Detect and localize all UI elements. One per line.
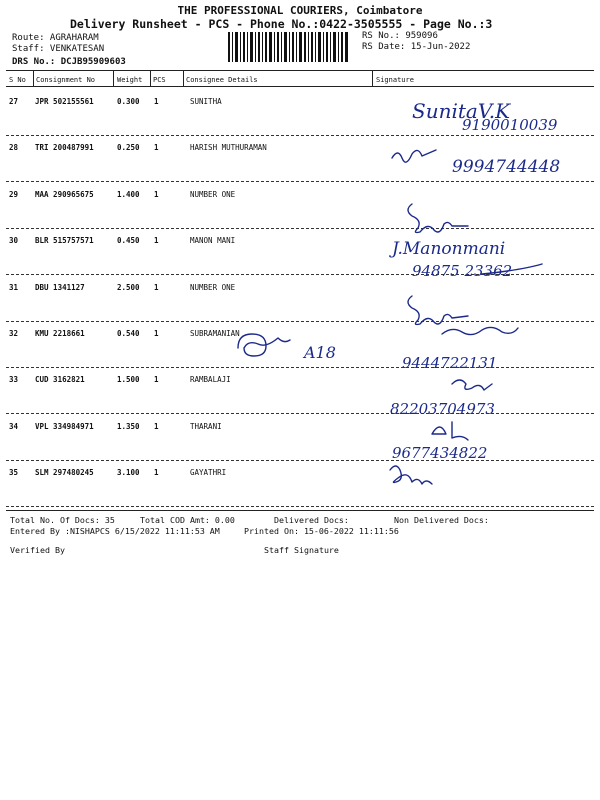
row-consignee: SUBRAMANIAN	[190, 329, 240, 338]
col-header-pcs: PCS	[153, 76, 166, 84]
row-sno: 30	[9, 236, 19, 246]
row-pcs: 1	[154, 282, 159, 292]
row-consignee: THARANI	[190, 421, 222, 431]
drs-number: DRS No.: DCJB95909603	[12, 57, 126, 67]
row-weight: 0.450	[117, 236, 140, 246]
route-label: Route: AGRAHARAM	[12, 33, 99, 43]
row-pcs: 1	[154, 143, 159, 153]
row-weight: 1.500	[117, 375, 140, 385]
row-weight: 3.100	[117, 468, 140, 478]
row32-annotation	[230, 326, 360, 366]
barcode-image	[228, 32, 348, 62]
signature-scribble	[408, 204, 468, 233]
col-header-sno: S No	[9, 76, 26, 84]
row-weight: 0.250	[117, 143, 140, 153]
staff-label: Staff: VENKATESAN	[12, 44, 105, 54]
row-pcs: 1	[154, 189, 159, 199]
rs-number: RS No.: 959096	[362, 31, 438, 41]
stamp-scribble	[238, 334, 290, 356]
non-delivered-docs: Non Delivered Docs:	[394, 515, 489, 525]
row-sno: 32	[9, 329, 19, 338]
row-consignment-no: JPR 502155561	[35, 97, 94, 106]
row-consignment-no: CUD 3162821	[35, 375, 85, 385]
row-consignment-no: VPL 334984971	[35, 421, 94, 431]
row-consignment-no: BLR 515757571	[35, 236, 94, 246]
col-header-consignment: Consignment No	[36, 76, 96, 84]
row-weight: 1.350	[117, 421, 140, 431]
handwritten-phone: 9444722131	[402, 354, 498, 372]
row-pcs: 1	[154, 97, 159, 106]
row-sno: 31	[9, 282, 19, 292]
printed-on: Printed On: 15-06-2022 11:11:56	[244, 526, 399, 536]
signature-scribble	[408, 296, 468, 325]
row-pcs: 1	[154, 236, 159, 246]
staff-signature: Staff Signature	[264, 545, 339, 555]
row-consignment-no: DBU 1341127	[35, 282, 85, 292]
table-bottom-rule	[6, 510, 594, 511]
row-weight: 2.500	[117, 282, 140, 292]
signature-area	[372, 86, 596, 506]
handwritten-phone: 82203704973	[390, 400, 495, 418]
row-consignee: RAMBALAJI	[190, 375, 231, 385]
verified-by: Verified By	[10, 545, 65, 555]
handwritten-name: J.Manonmani	[392, 239, 506, 259]
row-weight: 0.300	[117, 97, 140, 106]
handwritten-mark: A18	[304, 343, 336, 362]
total-docs: Total No. Of Docs: 35	[10, 515, 115, 525]
row-weight: 0.540	[117, 329, 140, 338]
col-divider	[372, 70, 373, 86]
entered-by: Entered By :NISHAPCS 6/15/2022 11:11:53 AM	[10, 526, 220, 536]
col-divider	[183, 70, 184, 86]
table-top-rule	[6, 70, 594, 71]
handwritten-phone: 9190010039	[462, 116, 558, 134]
signature-scribble	[452, 380, 492, 390]
row-sno: 35	[9, 468, 19, 478]
handwritten-phone: 94875 23362	[412, 262, 513, 280]
runsheet-title: Delivery Runsheet - PCS - Phone No.:0422-3505555 - Page No.:3	[70, 17, 493, 31]
rs-date: RS Date: 15-Jun-2022	[362, 42, 471, 52]
handwritten-phone: 9677434822	[392, 444, 488, 462]
row-consignment-no: KMU 2218661	[35, 329, 85, 338]
row-separator	[6, 506, 594, 507]
row-consignment-no: SLM 297480245	[35, 468, 94, 478]
row-sno: 28	[9, 143, 19, 153]
handwritten-name: SunitaV.K	[412, 99, 511, 123]
row-sno: 29	[9, 189, 19, 199]
signature-scribble	[432, 422, 468, 440]
signature-scribble	[392, 150, 436, 162]
row-consignment-no: TRI 200487991	[35, 143, 94, 153]
col-header-weight: Weight	[117, 76, 143, 84]
col-divider	[113, 70, 114, 86]
company-title: THE PROFESSIONAL COURIERS, Coimbatore	[177, 4, 423, 17]
total-cod: Total COD Amt: 0.00	[140, 515, 235, 525]
row-sno: 34	[9, 421, 19, 431]
delivered-docs: Delivered Docs:	[274, 515, 349, 525]
handwritten-phone: 9994744448	[452, 157, 561, 177]
row-consignee: HARISH MUTHURAMAN	[190, 143, 267, 153]
col-divider	[150, 70, 151, 86]
row-pcs: 1	[154, 375, 159, 385]
row-consignee: NUMBER ONE	[190, 282, 236, 292]
col-divider	[33, 70, 34, 86]
row-sno: 33	[9, 375, 19, 385]
row-weight: 1.400	[117, 189, 140, 199]
row-consignee: SUNITHA	[190, 97, 222, 106]
col-header-signature: Signature	[376, 76, 414, 84]
row-consignment-no: MAA 290965675	[35, 189, 94, 199]
row-pcs: 1	[154, 329, 159, 338]
row-pcs: 1	[154, 421, 159, 431]
row-sno: 27	[9, 97, 19, 106]
row-consignee: NUMBER ONE	[190, 189, 236, 199]
col-header-consignee: Consignee Details	[186, 76, 258, 84]
row-consignee: GAYATHRI	[190, 468, 227, 478]
row-pcs: 1	[154, 468, 159, 478]
signature-scribble	[442, 327, 518, 334]
row-consignee: MANON MANI	[190, 236, 236, 246]
signature-scribble	[390, 466, 432, 484]
